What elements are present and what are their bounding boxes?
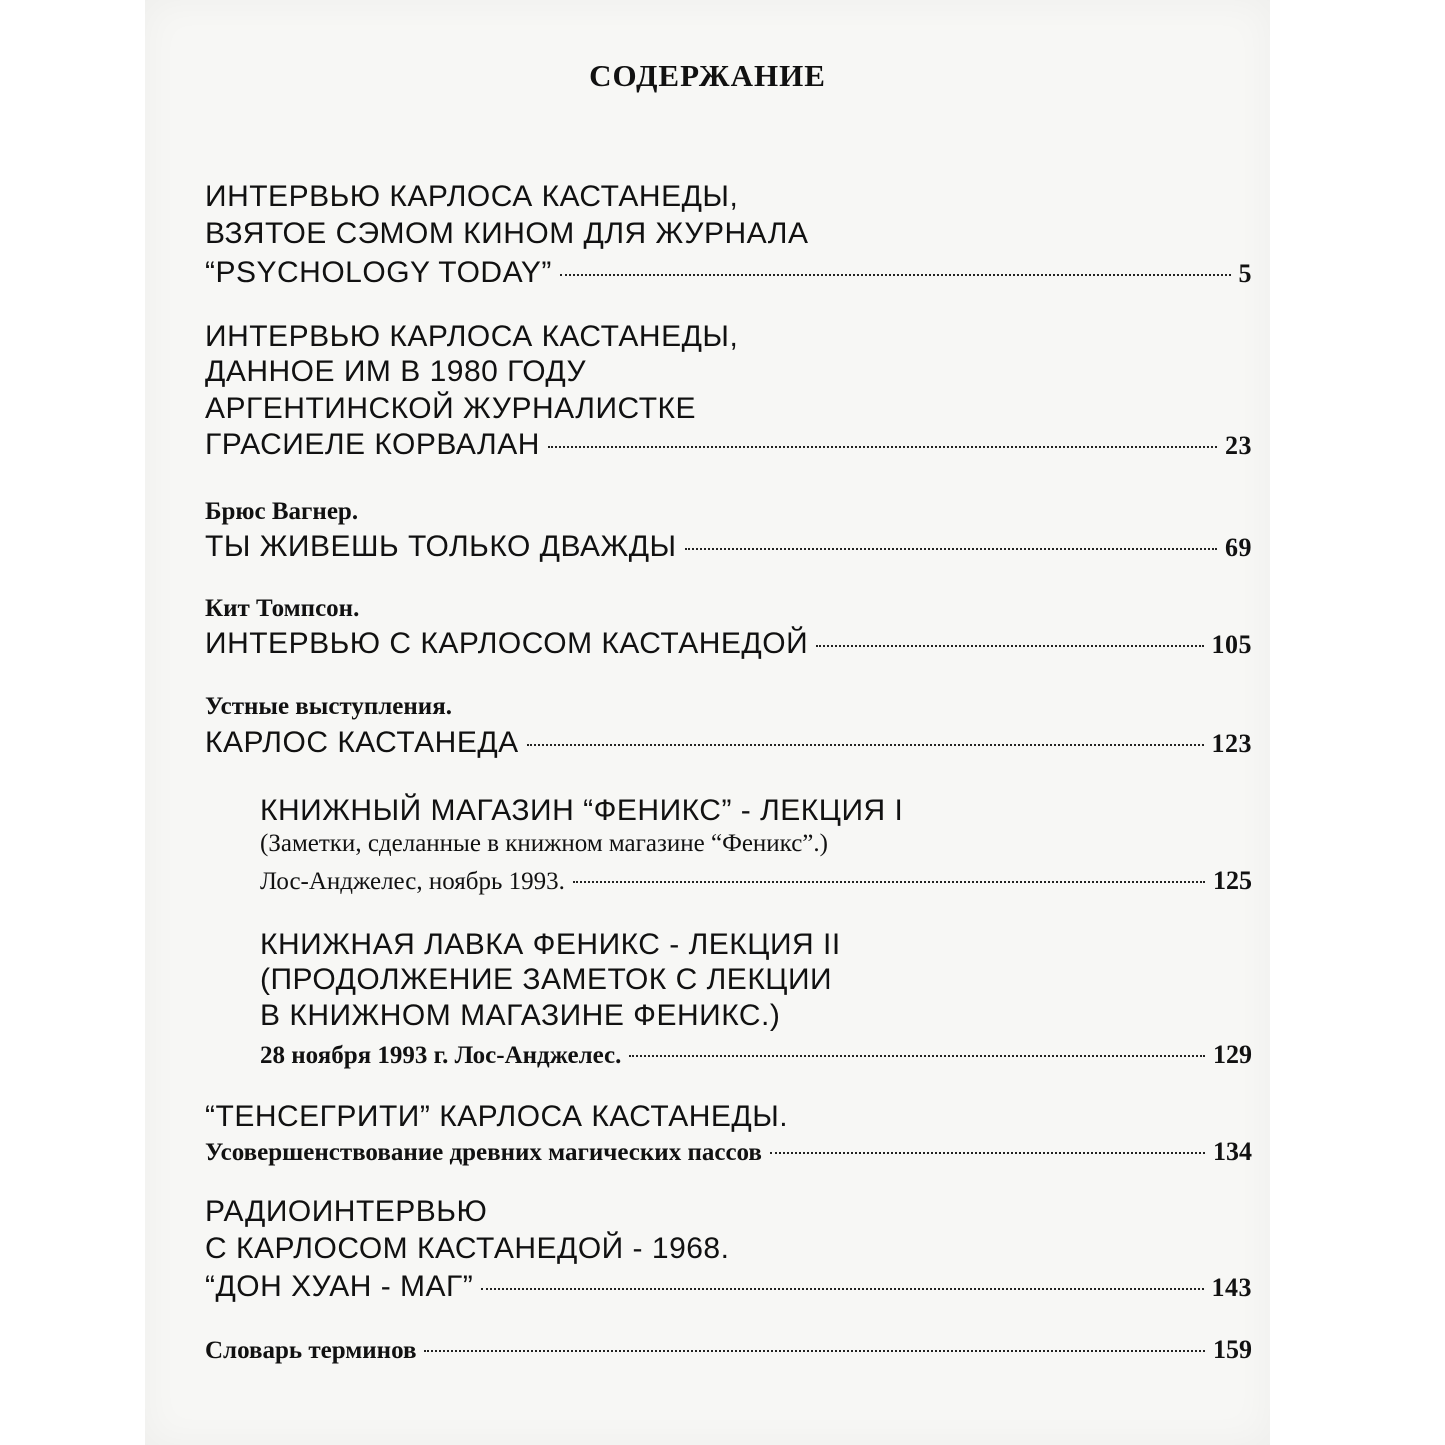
toc-entry-4-page: 105 <box>1211 630 1252 659</box>
dot-leader <box>770 1152 1205 1154</box>
dot-leader <box>629 1055 1205 1057</box>
toc-entry-2-line-3: АРГЕНТИНСКОЙ ЖУРНАЛИСТКЕ <box>205 392 697 425</box>
toc-entry-2-page: 23 <box>1225 431 1252 460</box>
toc-entry-7-line-2: (ПРОДОЛЖЕНИЕ ЗАМЕТОК С ЛЕКЦИИ <box>260 963 833 996</box>
toc-entry-2-text: ГРАСИЕЛЕ КОРВАЛАН <box>205 428 540 461</box>
dot-leader <box>481 1288 1203 1290</box>
toc-entry-1-line-2: ВЗЯТОЕ СЭМОМ КИНОМ ДЛЯ ЖУРНАЛА <box>205 217 809 250</box>
toc-entry-4-text: ИНТЕРВЬЮ С КАРЛОСОМ КАСТАНЕДОЙ <box>205 627 809 660</box>
toc-entry-9-line-1: РАДИОИНТЕРВЬЮ <box>205 1195 488 1228</box>
toc-entry-9-page: 143 <box>1211 1273 1252 1302</box>
toc-entry-5-text: КАРЛОС КАСТАНЕДА <box>205 726 519 759</box>
toc-entry-8-text: Усовершенствование древних магических пассов <box>205 1139 762 1166</box>
toc-entry-3-line-1 <box>205 530 1252 564</box>
dot-leader <box>816 645 1203 647</box>
toc-entry-7-line-1: КНИЖНАЯ ЛАВКА ФЕНИКС - ЛЕКЦИЯ II <box>260 928 841 961</box>
toc-entry-6-text: Лос-Анджелес, ноябрь 1993. <box>260 868 565 895</box>
toc-entry-6-page: 125 <box>1213 866 1252 895</box>
toc-entry-8-page: 134 <box>1213 1137 1252 1166</box>
toc-entry-6-line-3 <box>260 866 1252 896</box>
dot-leader <box>685 548 1217 550</box>
toc-entry-6-line-2: (Заметки, сделанные в книжном магазине “Феникс”.) <box>260 830 828 857</box>
toc-entry-4-author: Кит Томпсон. <box>205 595 360 622</box>
dot-leader <box>548 446 1217 448</box>
dot-leader <box>573 881 1205 883</box>
dot-leader <box>424 1350 1205 1352</box>
toc-entry-3-page: 69 <box>1225 533 1252 562</box>
toc-entry-1-line-1: ИНТЕРВЬЮ КАРЛОСА КАСТАНЕДЫ, <box>205 180 739 213</box>
dot-leader <box>527 744 1204 746</box>
toc-entry-2-line-1: ИНТЕРВЬЮ КАРЛОСА КАСТАНЕДЫ, <box>205 320 739 353</box>
toc-entry-7-line-3: В КНИЖНОМ МАГАЗИНЕ ФЕНИКС.) <box>260 999 781 1032</box>
toc-entry-1-page: 5 <box>1238 259 1252 288</box>
toc-entry-9-line-2: С КАРЛОСОМ КАСТАНЕДОЙ - 1968. <box>205 1232 730 1265</box>
toc-entry-3-text: ТЫ ЖИВЕШЬ ТОЛЬКО ДВАЖДЫ <box>205 530 677 563</box>
toc-entry-10-line-1 <box>205 1335 1252 1365</box>
toc-entry-8-line-2 <box>205 1137 1252 1167</box>
toc-entry-7-line-4 <box>260 1040 1252 1070</box>
toc-entry-5-page: 123 <box>1211 729 1252 758</box>
toc-entry-2-line-2: ДАННОЕ ИМ В 1980 ГОДУ <box>205 355 587 388</box>
toc-entry-3-author: Брюс Вагнер. <box>205 498 359 525</box>
toc-entry-1-line-3 <box>205 256 1252 290</box>
toc-entry-7-text: 28 ноября 1993 г. Лос-Анджелес. <box>260 1042 622 1069</box>
toc-entry-5-line-1 <box>205 726 1252 760</box>
toc-entry-2-line-4 <box>205 428 1252 462</box>
toc-entry-6-line-1: КНИЖНЫЙ МАГАЗИН “ФЕНИКС” - ЛЕКЦИЯ I <box>260 794 904 827</box>
toc-entry-1-text: “PSYCHOLOGY TODAY” <box>205 256 552 289</box>
toc-entry-4-line-1 <box>205 627 1252 661</box>
toc-entry-10-text: Словарь терминов <box>205 1337 417 1364</box>
toc-entry-10-page: 159 <box>1213 1335 1252 1364</box>
toc-entry-8-line-1: “ТЕНСЕГРИТИ” КАРЛОСА КАСТАНЕДЫ. <box>205 1100 789 1133</box>
toc-entry-9-line-3 <box>205 1270 1252 1304</box>
toc-entry-7-page: 129 <box>1213 1040 1252 1069</box>
toc-title: СОДЕРЖАНИЕ <box>589 58 826 93</box>
dot-leader <box>560 274 1231 276</box>
toc-entry-9-text: “ДОН ХУАН - МАГ” <box>205 1270 474 1303</box>
toc-entry-5-author: Устные выступления. <box>205 693 452 720</box>
